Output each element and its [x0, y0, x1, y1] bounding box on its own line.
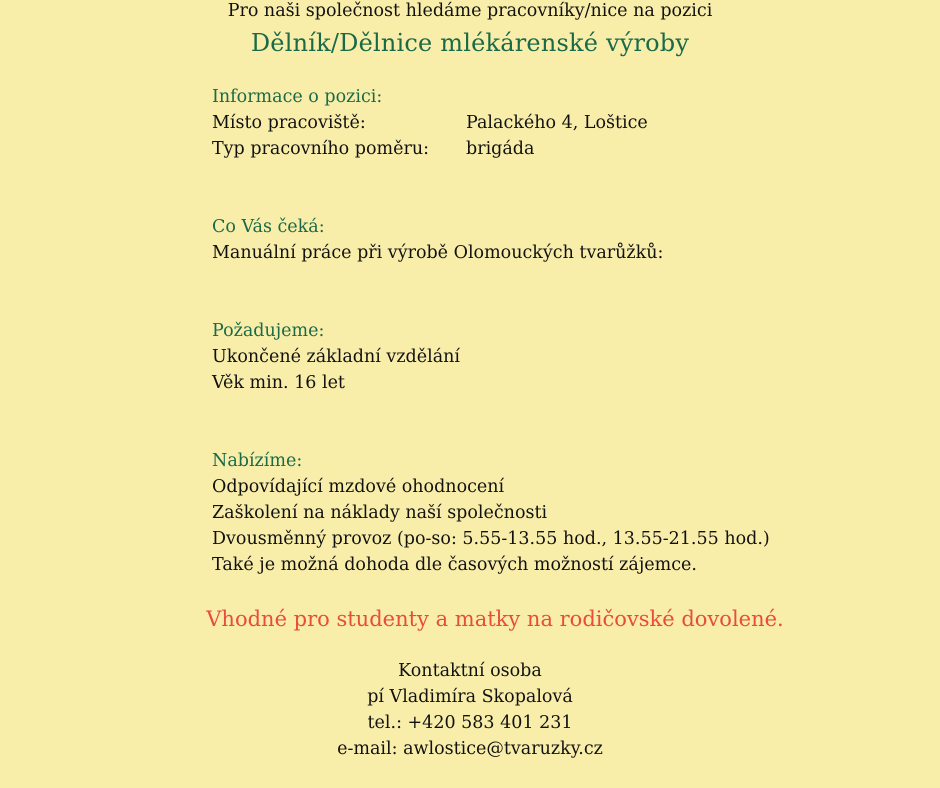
contact-phone: tel.: +420 583 401 231	[367, 713, 573, 733]
contact-section	[0, 658, 940, 762]
what-awaits-heading: Co Vás čeká:	[212, 217, 325, 237]
workplace-label: Místo pracoviště:	[212, 113, 366, 133]
job-title: Dělník/Dělnice mlékárenské výroby	[250, 29, 690, 57]
position-info-section	[212, 84, 912, 162]
contact-email: e-mail: awlostice@tvaruzky.cz	[337, 739, 603, 759]
what-awaits-section	[212, 214, 912, 266]
employment-type-label: Typ pracovního poměru:	[212, 139, 430, 159]
contact-name: pí Vladimíra Skopalová	[367, 687, 573, 707]
position-info-heading: Informace o pozici:	[212, 87, 383, 107]
offer-section	[212, 448, 912, 578]
requirement-education: Ukončené základní vzdělání	[212, 347, 460, 367]
workplace-value: Palackého 4, Loštice	[466, 113, 648, 133]
requirements-heading: Požadujeme:	[212, 321, 325, 341]
employment-type-value: brigáda	[466, 139, 535, 159]
workplace-row	[212, 110, 912, 136]
requirements-section	[212, 318, 912, 396]
offer-heading: Nabízíme:	[212, 451, 303, 471]
offer-training: Zaškolení na náklady naší společnosti	[212, 503, 548, 523]
contact-heading: Kontaktní osoba	[398, 661, 542, 681]
offer-flexibility: Také je možná dohoda dle časových možností zájemce.	[212, 555, 697, 575]
employment-type-row	[212, 136, 912, 162]
intro-text: Pro naši společnost hledáme pracovníky/nice na pozici	[227, 1, 713, 21]
highlight-note: Vhodné pro studenty a matky na rodičovské dovolené.	[206, 607, 784, 631]
what-awaits-line: Manuální práce při výrobě Olomouckých tvarůžků:	[212, 243, 664, 263]
offer-shifts: Dvousměnný provoz (po-so: 5.55-13.55 hod., 13.55-21.55 hod.)	[212, 529, 770, 549]
requirement-age: Věk min. 16 let	[212, 373, 345, 393]
offer-salary: Odpovídající mzdové ohodnocení	[212, 477, 505, 497]
